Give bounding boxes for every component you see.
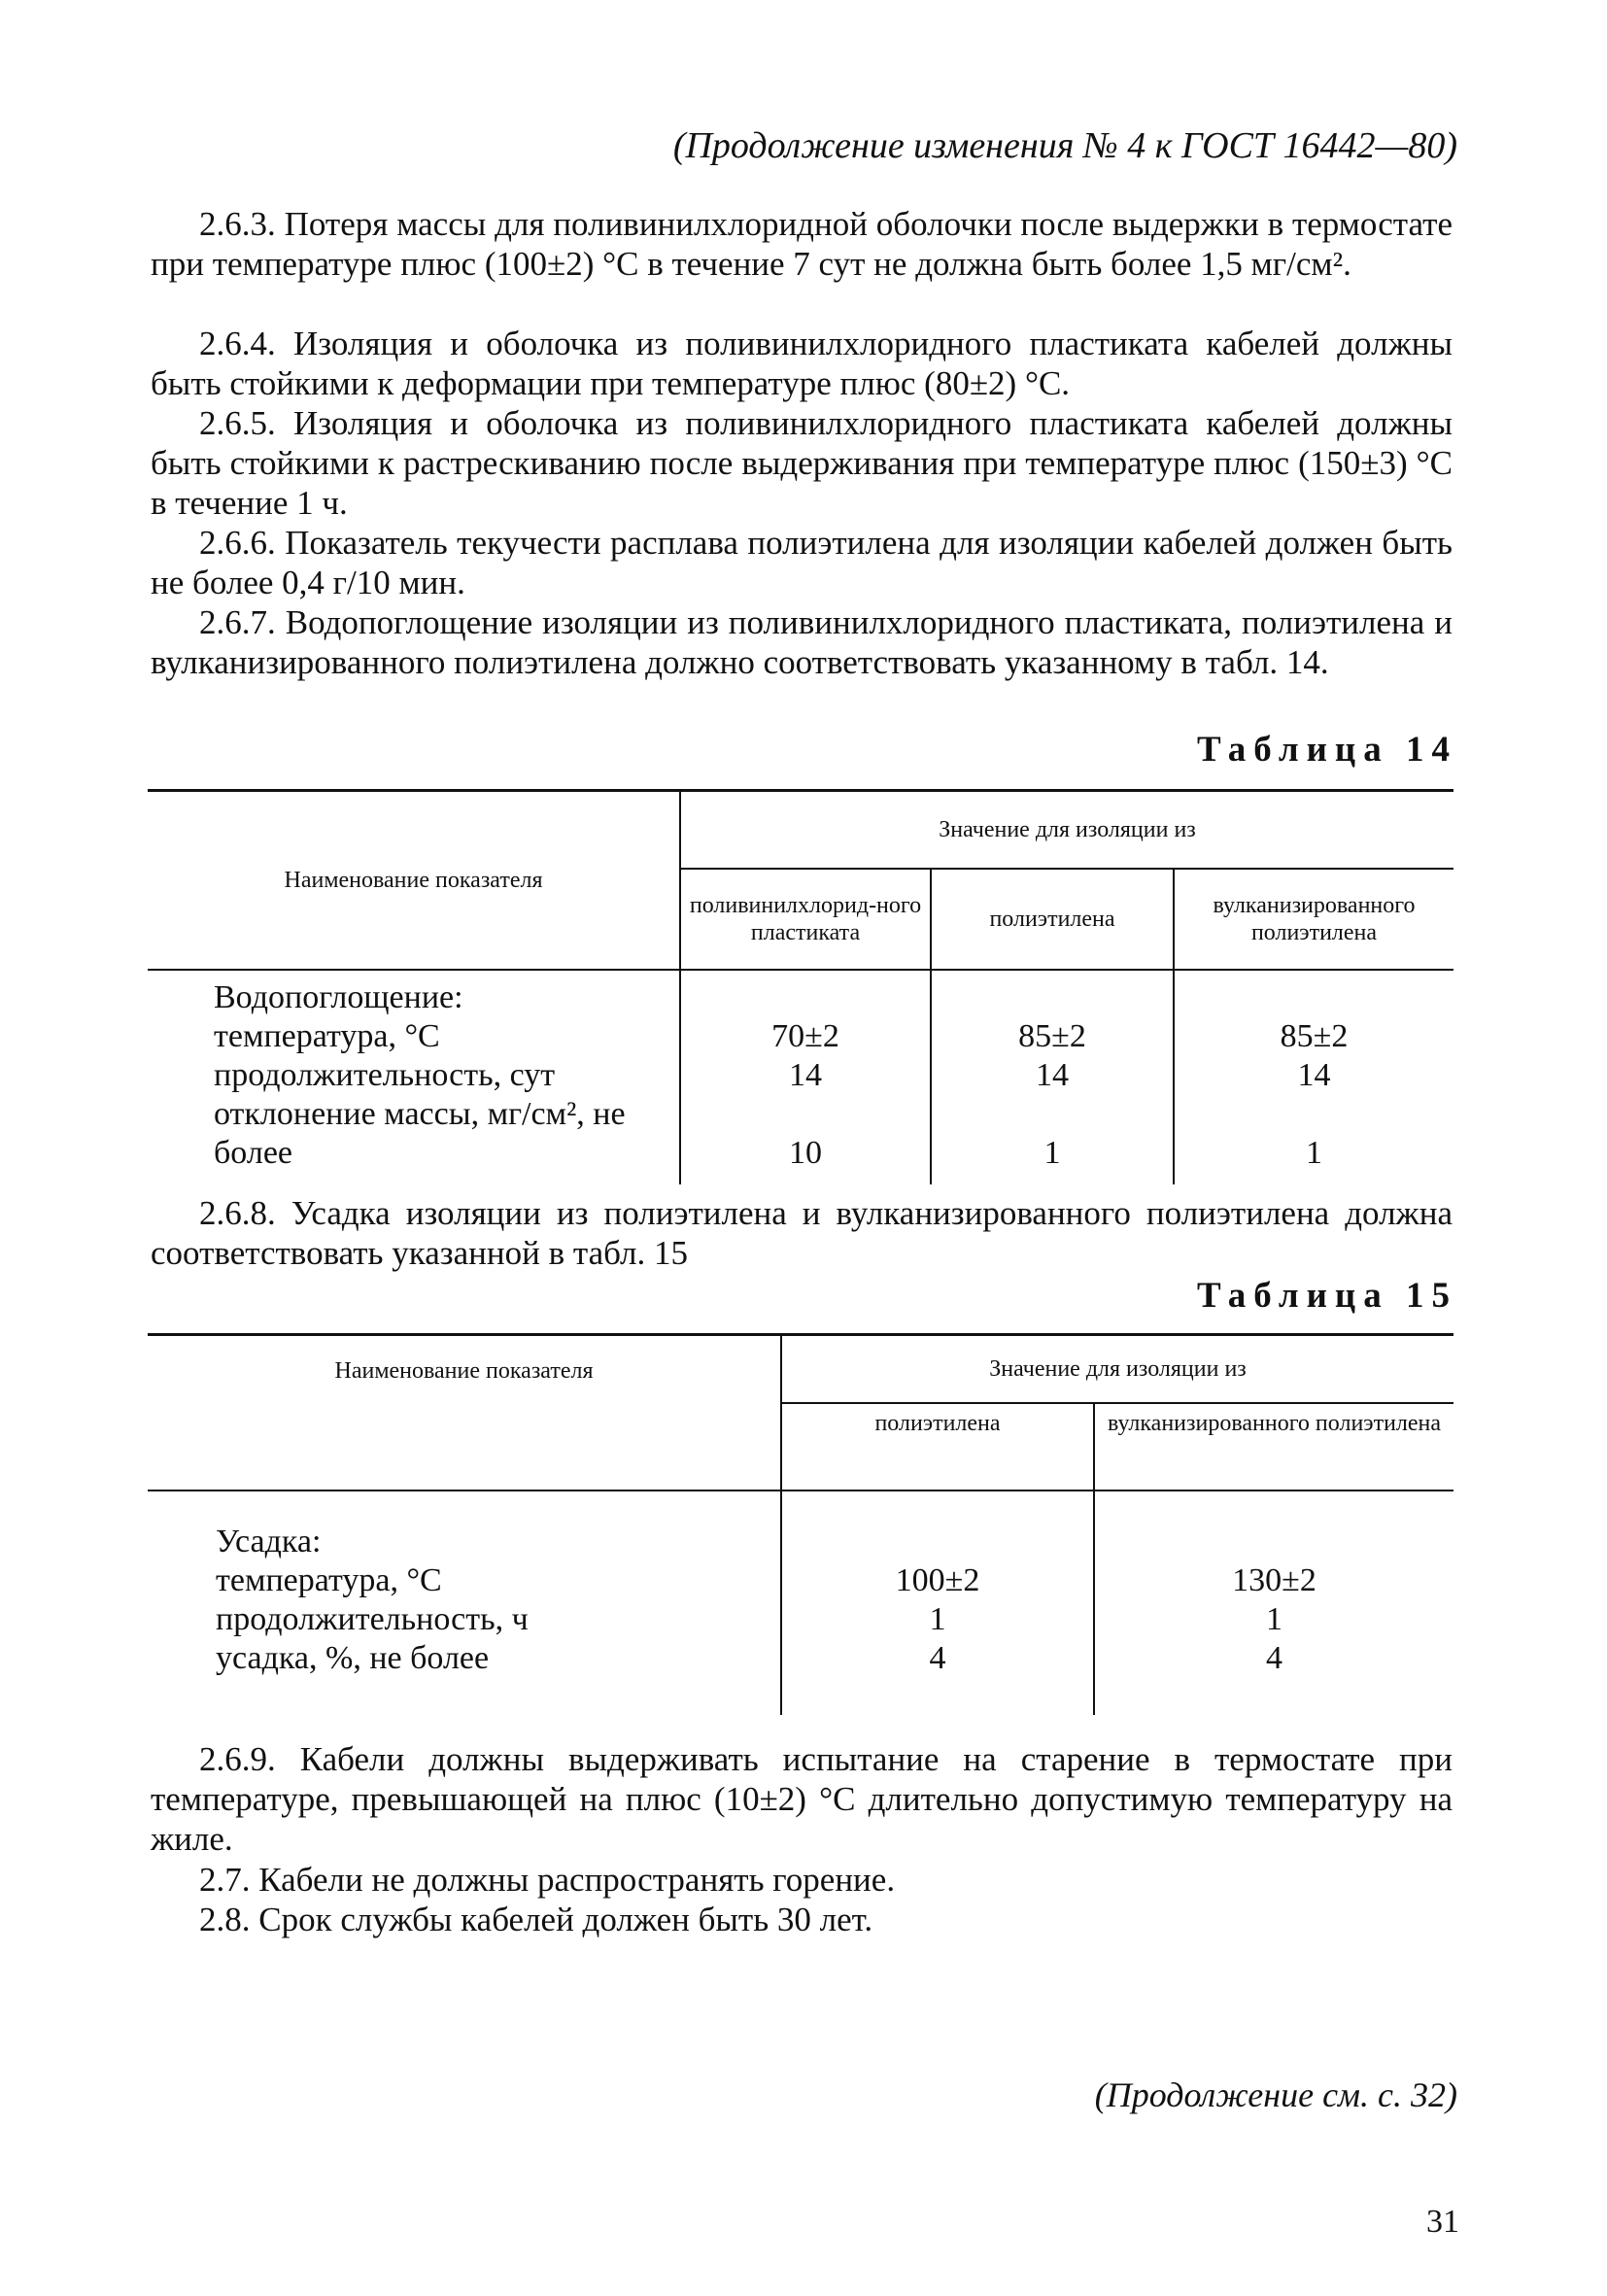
table-row (148, 1600, 1453, 1639)
table-15-col-group: Значение для изоляции из (781, 1335, 1453, 1404)
table-row (148, 1639, 1453, 1715)
table-14-cell: 14 (680, 1056, 931, 1095)
table-15-label-duration: продолжительность, ч (148, 1600, 781, 1639)
table-15-cell: 4 (1266, 1640, 1282, 1676)
paragraph-2-6-4: 2.6.4. Изоляция и оболочка из поливинилхлоридного пластиката кабелей должны быть стойкими к деформации при температуре плюс (80±2) °С. (151, 325, 1453, 402)
table-15 (148, 1333, 1453, 1715)
table-14-cell: 70±2 (680, 1017, 931, 1056)
table-14-label-mass: отклонение массы, мг/см², не более (148, 1095, 680, 1184)
table-14-row-title: Водопоглощение: (148, 970, 680, 1017)
continuation-note: (Продолжение см. с. 32) (1094, 2075, 1457, 2114)
table-14-cell: 10 (680, 1095, 931, 1184)
table-14-label-temp: температура, °С (148, 1017, 680, 1056)
table-14-col-group: Значение для изоляции из (680, 791, 1453, 870)
table-row (148, 1095, 1453, 1184)
running-header: (Продолжение изменения № 4 к ГОСТ 16442—80) (672, 125, 1457, 166)
table-15-row-title: Усадка: (148, 1491, 781, 1561)
table-15-sub-vpe: вулканизированного полиэтилена (1094, 1403, 1453, 1491)
paragraph-2-6-7: 2.6.7. Водопоглощение изоляции из поливинилхлоридного пластиката, полиэтилена и вулканизированного полиэтилена должно соответствовать указанному в табл. 14. (151, 603, 1453, 681)
table-14-caption: Таблица 14 (1197, 730, 1457, 770)
table-15-cell: 1 (781, 1600, 1094, 1639)
table-15-col-name: Наименование показателя (148, 1335, 781, 1491)
paragraph-2-6-5: 2.6.5. Изоляция и оболочка из поливинилхлоридного пластиката кабелей должны быть стойкими к растрескиванию после выдерживания при температуре плюс (150±3) °С в течение 1 ч. (151, 404, 1453, 522)
table-14 (148, 789, 1453, 1184)
table-14-cell: 1 (931, 1095, 1174, 1184)
table-15-cell: 100±2 (781, 1561, 1094, 1600)
table-14-cell: 85±2 (931, 1017, 1174, 1056)
table-15-label-temp: температура, °С (148, 1561, 781, 1600)
table-14-label-duration: продолжительность, сут (148, 1056, 680, 1095)
table-row (148, 1056, 1453, 1095)
table-14-sub-pe: полиэтилена (931, 869, 1174, 970)
paragraph-2-6-3: 2.6.3. Потеря массы для поливинилхлоридной оболочки после выдержки в термостате при температуре плюс (100±2) °С в течение 7 сут не должна быть более 1,5 мг/см². (151, 205, 1453, 283)
paragraph-2-6-6: 2.6.6. Показатель текучести расплава полиэтилена для изоляции кабелей должен быть не более 0,4 г/10 мин. (151, 524, 1453, 601)
table-15-cell: 130±2 (1232, 1562, 1316, 1598)
table-15-cell: 4 (781, 1639, 1094, 1715)
table-row (148, 1017, 1453, 1056)
table-14-cell: 14 (931, 1056, 1174, 1095)
page-number: 31 (1426, 2204, 1459, 2240)
paragraph-2-6-8: 2.6.8. Усадка изоляции из полиэтилена и вулканизированного полиэтилена должна соответствовать указанной в табл. 15 (151, 1194, 1453, 1272)
table-14-col-name: Наименование показателя (148, 791, 680, 971)
table-15-caption: Таблица 15 (1197, 1276, 1457, 1316)
table-14-cell: 14 (1297, 1057, 1331, 1093)
paragraph-2-7: 2.7. Кабели не должны распространять горение. (199, 1861, 896, 1899)
table-15-label-shrink: усадка, %, не более (148, 1639, 781, 1715)
table-14-sub-vpe: вулканизированного полиэтилена (1174, 869, 1453, 970)
paragraph-2-6-9: 2.6.9. Кабели должны выдерживать испытание на старение в термостате при температуре, превышающей на плюс (10±2) °С длительно допустимую температуру на жиле. (151, 1740, 1453, 1858)
table-15-sub-pe: полиэтилена (781, 1403, 1094, 1491)
table-14-cell: 1 (1306, 1135, 1322, 1171)
paragraph-2-8: 2.8. Срок службы кабелей должен быть 30 лет. (199, 1901, 873, 1938)
table-row (148, 1561, 1453, 1600)
table-15-cell: 1 (1266, 1601, 1282, 1637)
table-14-cell: 85±2 (1280, 1018, 1349, 1054)
table-14-sub-pvc: поливинилхлорид-ного пластиката (680, 869, 931, 970)
